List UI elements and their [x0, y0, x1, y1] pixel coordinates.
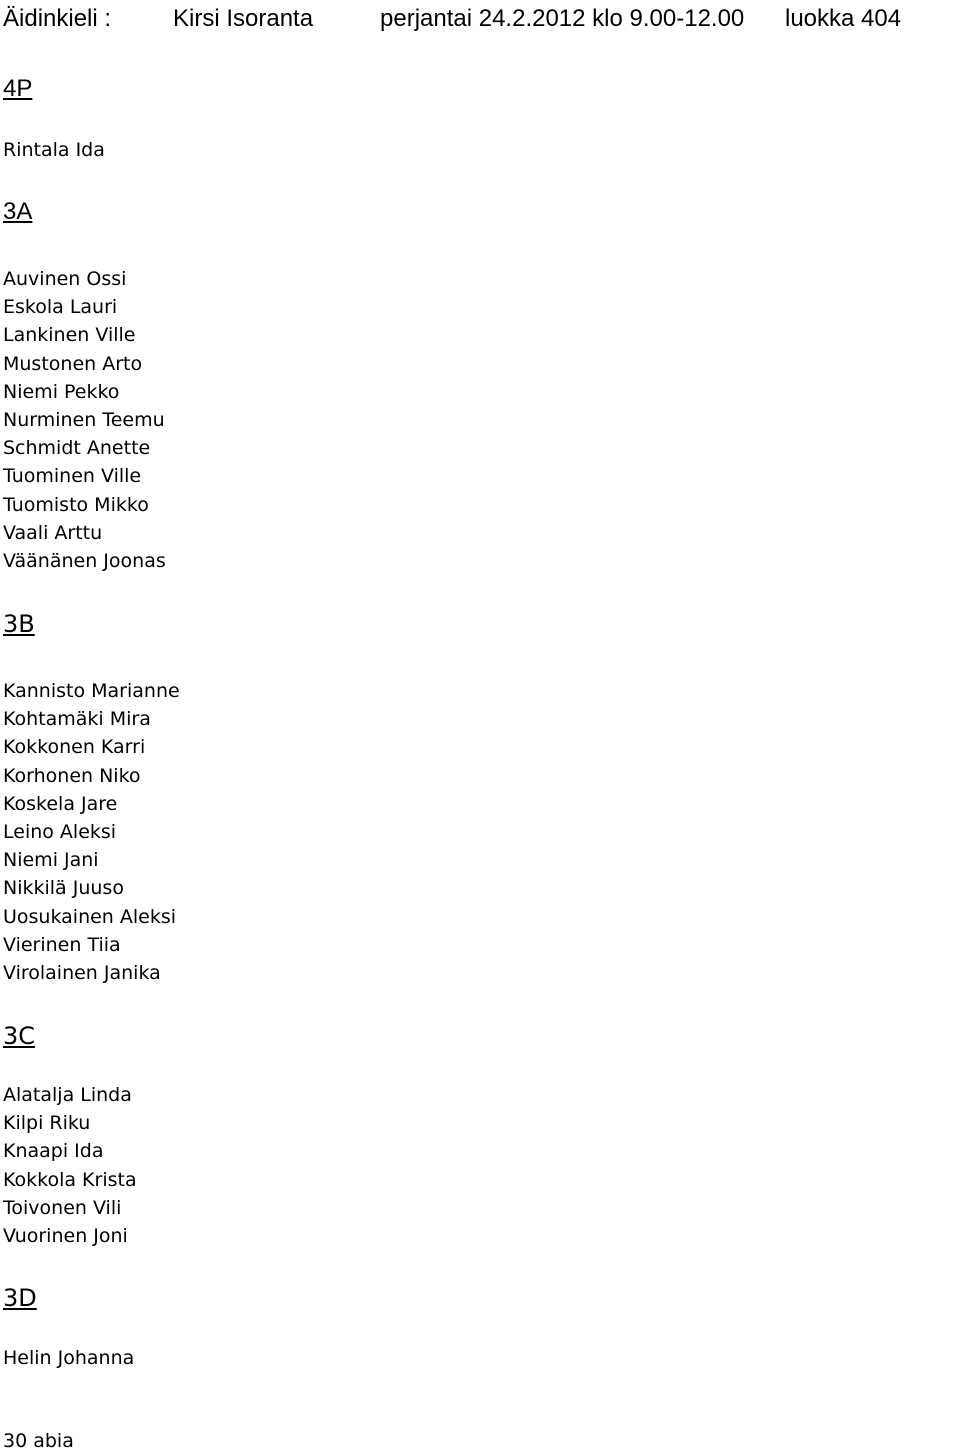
student-name: Kannisto Marianne: [3, 680, 180, 702]
student-name: Nurminen Teemu: [3, 408, 165, 431]
student-name: Eskola Lauri: [3, 296, 118, 319]
student-name: Niemi Jani: [3, 849, 99, 872]
header-room: luokka 404: [785, 5, 902, 32]
header-subject: Äidinkieli :: [3, 5, 112, 32]
group-heading-4p: 4P: [3, 75, 33, 102]
student-name: Niemi Pekko: [3, 380, 120, 403]
exam-header: [3, 2, 958, 36]
header-datetime: perjantai 24.2.2012 klo 9.00-12.00: [380, 5, 745, 32]
student-name: Mustonen Arto: [3, 352, 143, 375]
student-name: Auvinen Ossi: [3, 268, 127, 290]
group-heading-3c: 3C: [3, 1022, 36, 1050]
student-name: Helin Johanna: [3, 1347, 135, 1369]
student-name: Lankinen Ville: [3, 324, 136, 347]
student-name: Kokkonen Karri: [3, 736, 146, 759]
student-name: Alatalja Linda: [3, 1084, 132, 1106]
student-name: Tuominen Ville: [3, 465, 142, 488]
student-name: Nikkilä Juuso: [3, 877, 124, 900]
student-list-3b: [3, 677, 180, 987]
student-list-3d: [3, 1344, 134, 1372]
student-list-3a: [3, 265, 166, 575]
student-name: Korhonen Niko: [3, 764, 141, 787]
student-list-4p: [3, 136, 105, 164]
student-name: Schmidt Anette: [3, 437, 151, 460]
student-name: Kohtamäki Mira: [3, 708, 151, 731]
student-name: Virolainen Janika: [3, 961, 161, 984]
student-name: Vaali Arttu: [3, 521, 103, 544]
group-heading-3d: 3D: [3, 1284, 37, 1312]
student-name: Koskela Jare: [3, 792, 118, 815]
student-name: Tuomisto Mikko: [3, 493, 149, 516]
student-name: Rintala Ida: [3, 139, 105, 161]
student-name: Leino Aleksi: [3, 820, 117, 843]
student-name: Vuorinen Joni: [3, 1224, 128, 1247]
group-heading-3b: 3B: [3, 610, 35, 638]
student-name: Vierinen Tiia: [3, 933, 121, 956]
student-list-3c: [3, 1081, 137, 1250]
student-name: Väänänen Joonas: [3, 549, 166, 572]
student-name: Uosukainen Aleksi: [3, 905, 177, 928]
student-name: Toivonen Vili: [3, 1196, 122, 1219]
header-teacher: Kirsi Isoranta: [173, 5, 314, 32]
student-name: Kokkola Krista: [3, 1168, 137, 1191]
group-heading-3a: 3A: [3, 198, 33, 225]
student-total: 30 abia: [3, 1430, 74, 1452]
student-name: Knaapi Ida: [3, 1140, 104, 1163]
student-name: Kilpi Riku: [3, 1112, 91, 1135]
